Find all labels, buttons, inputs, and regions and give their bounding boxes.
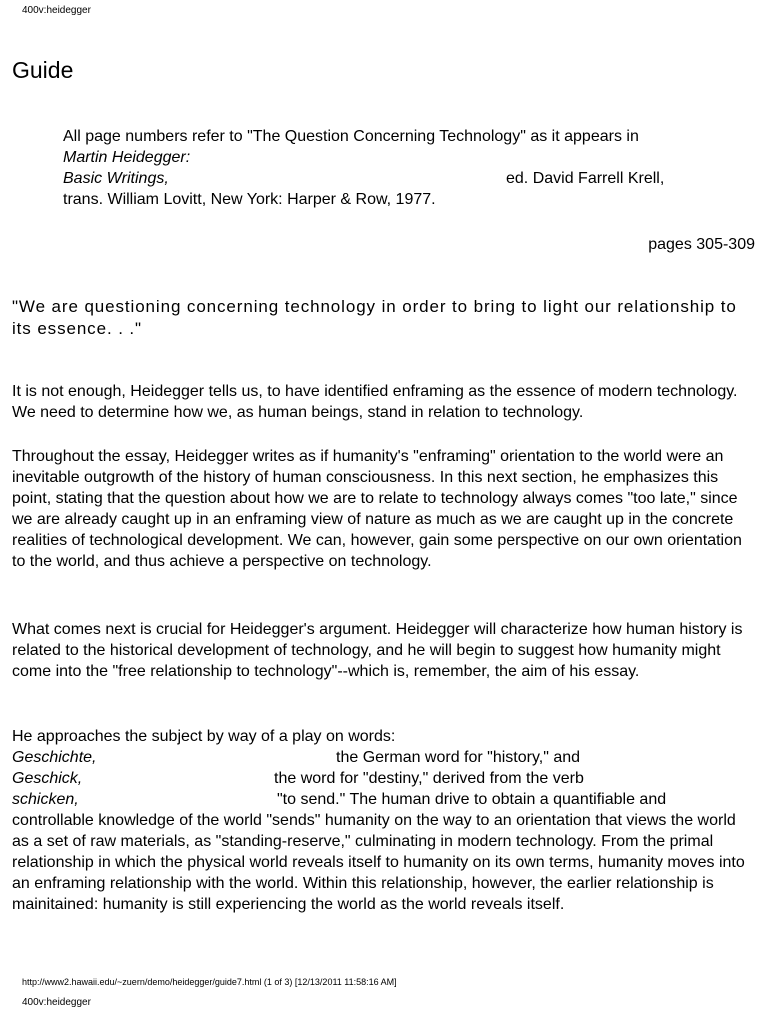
paragraph-1: It is not enough, Heidegger tells us, to have identified enframing as the essence of modern technology. We need to determine how we, as human beings, stand in relation to technology.: [12, 383, 738, 421]
next-page-header-label: 400v:heidegger: [22, 997, 91, 1008]
paragraph-4-intro: He approaches the subject by way of a play on words:: [12, 728, 396, 745]
citation-book-title: Basic Writings,: [63, 170, 169, 187]
gloss-schicken: "to send." The human drive to obtain a quantifiable and: [277, 791, 667, 808]
paragraph-4-continuation: controllable knowledge of the world "sends" humanity on the way to an orientation that views the world as a set of raw materials, as "standing-reserve," culminating in modern technology. From the primal relationship in which the physical world reveals itself to humanity on its own terms, humanity moves into an enframing relationship with the world. Within this relationship, however, the earlier relationship is mainitained: humanity is still experiencing the world as the world reveals itself.: [12, 812, 745, 913]
gloss-geschichte: the German word for "history," and: [336, 749, 581, 766]
citation-line-1: All page numbers refer to "The Question Concerning Technology" as it appears in: [63, 128, 639, 145]
citation-translator: trans. William Lovitt, New York: Harper & Row, 1977.: [63, 191, 436, 208]
citation-line-3: [63, 168, 753, 189]
section-quote: "We are questioning concerning technology in order to bring to light our relationship to its essence. . .": [12, 297, 737, 338]
wordplay-row-schicken: [12, 789, 747, 810]
wordplay-row-geschick: [12, 768, 747, 789]
citation-author: Martin Heidegger:: [63, 149, 191, 166]
paragraph-4: [12, 726, 747, 915]
footer-url-line: http://www2.hawaii.edu/~zuern/demo/heidegger/guide7.html (1 of 3) [12/13/2011 11:58:16 AM]: [22, 977, 397, 987]
paragraph-2: Throughout the essay, Heidegger writes as if humanity's "enframing" orientation to the world were an inevitable outgrowth of the history of human consciousness. In this next section, he emphasizes this point, stating that the question about how we are to relate to technology always comes "too late," since we are already caught up in an enframing view of nature as much as we are caught up in the concrete realities of technological development. We can, however, gain some perspective on our own orientation to the world, and thus achieve a perspective on technology.: [12, 448, 742, 570]
citation-block: [63, 126, 753, 210]
page-title: Guide: [12, 57, 74, 83]
paragraph-3: What comes next is crucial for Heidegger's argument. Heidegger will characterize how human history is related to the historical development of technology, and he will begin to suggest how humanity might come into the "free relationship to technology"--which is, remember, the aim of his essay.: [12, 621, 743, 680]
page-header-label: 400v:heidegger: [22, 5, 91, 16]
citation-editor: ed. David Farrell Krell,: [506, 170, 665, 187]
wordplay-row-geschichte: [12, 747, 747, 768]
gloss-geschick: the word for "destiny," derived from the verb: [274, 770, 584, 787]
term-geschick: Geschick,: [12, 770, 83, 787]
term-schicken: schicken,: [12, 791, 79, 808]
term-geschichte: Geschichte,: [12, 749, 97, 766]
page-range-label: pages 305-309: [648, 236, 755, 253]
